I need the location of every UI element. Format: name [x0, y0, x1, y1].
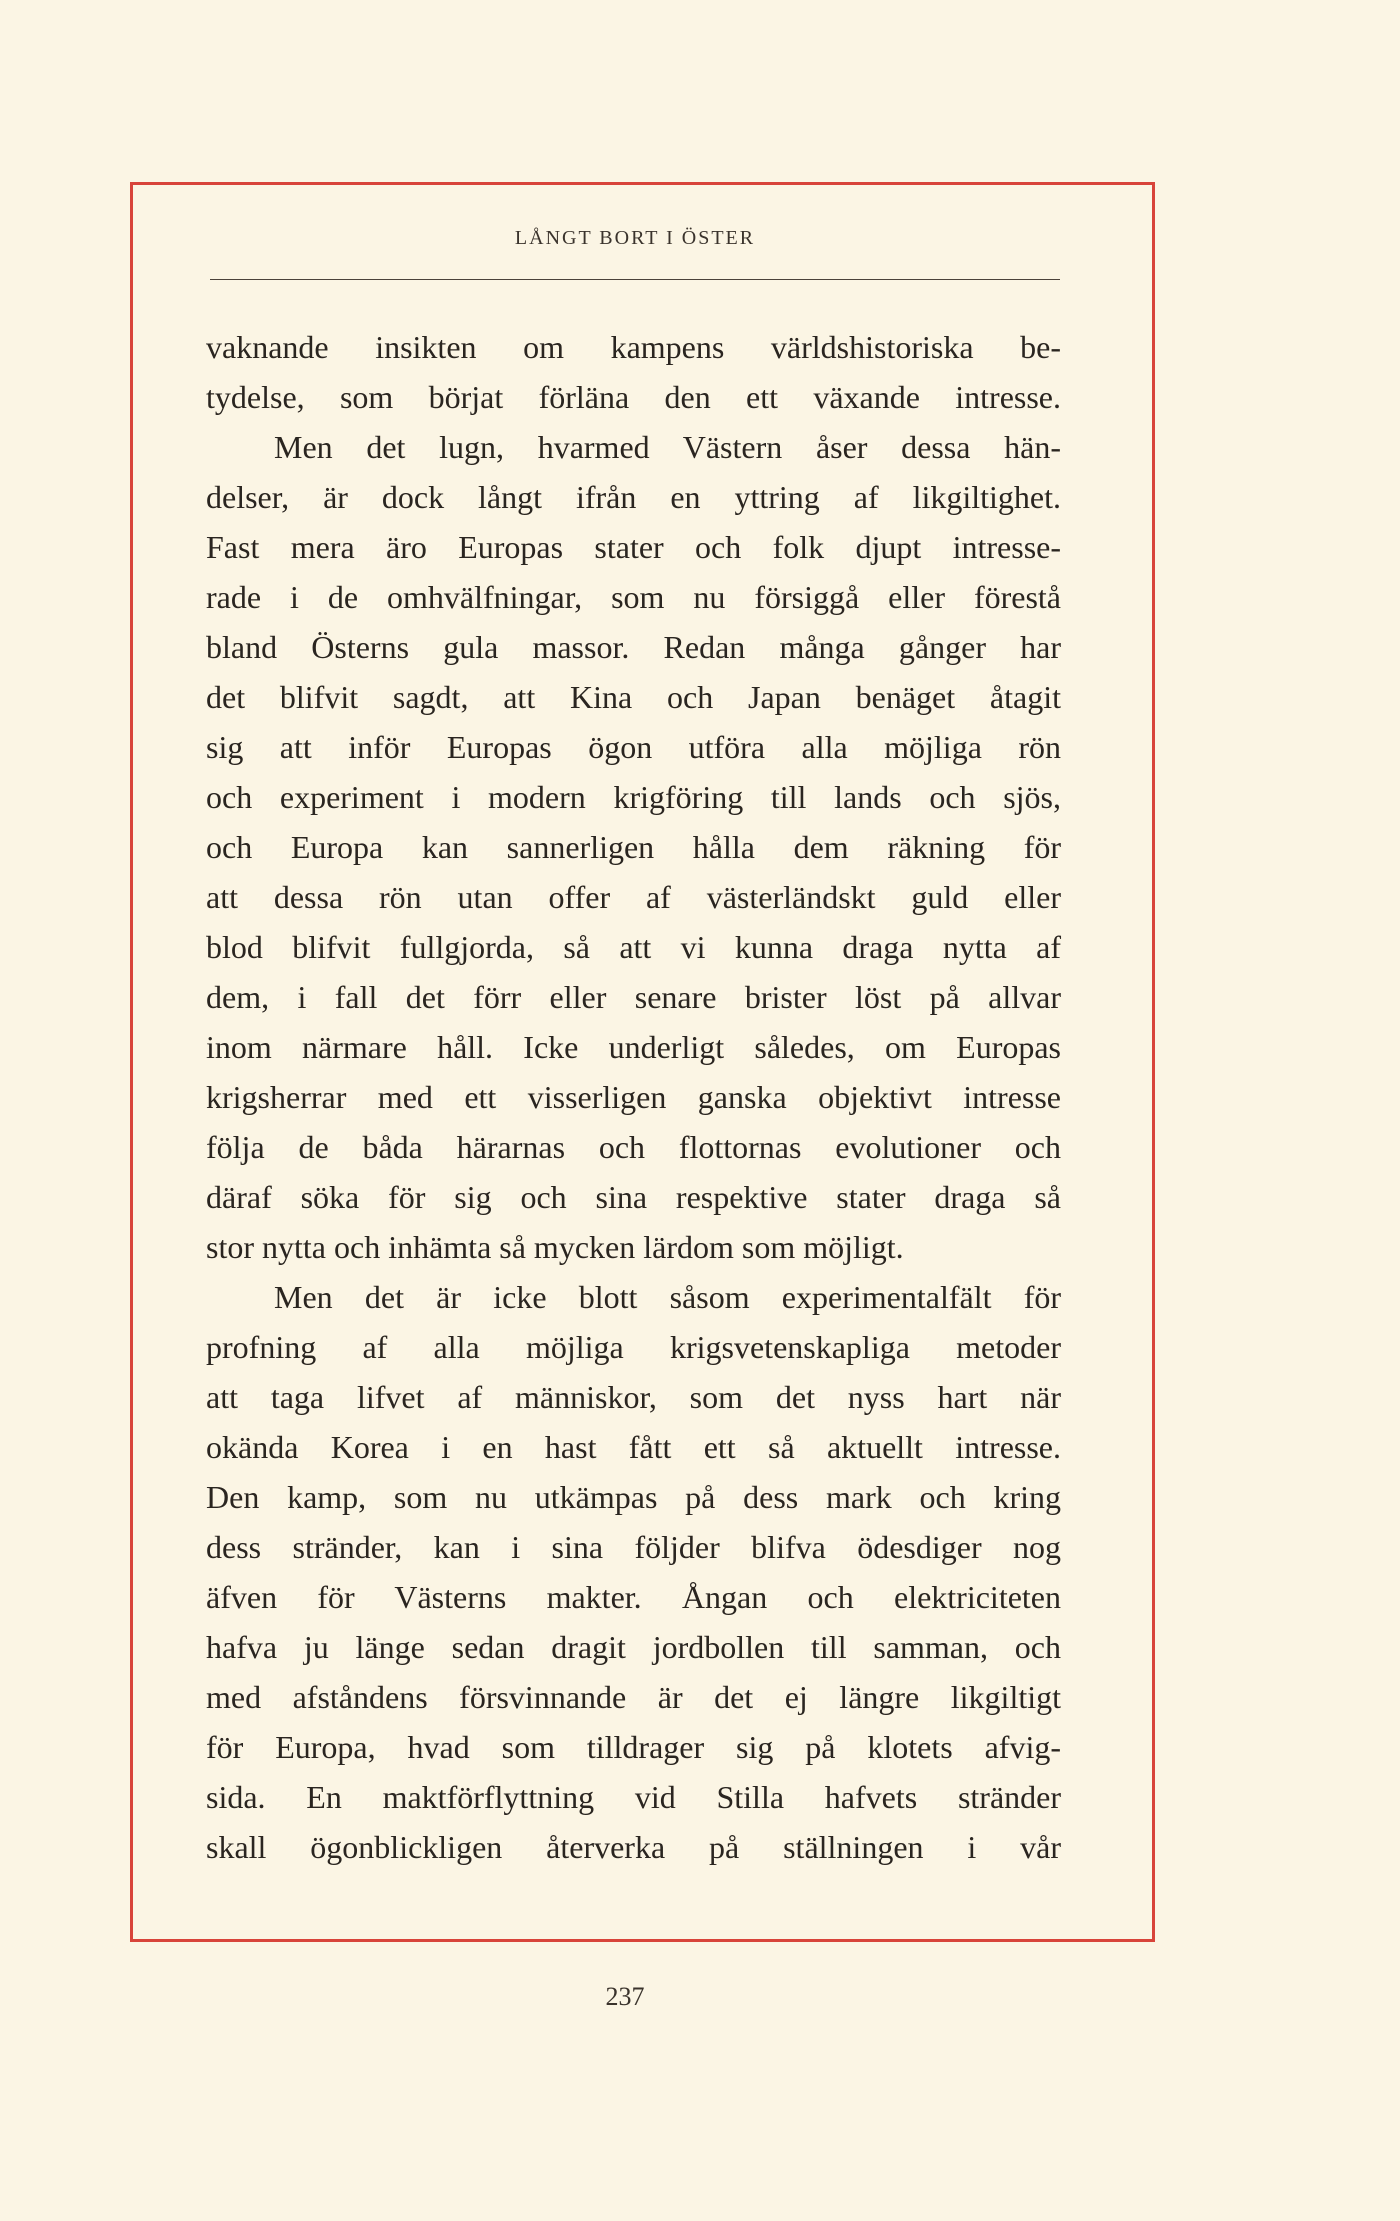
text-line: tydelse, som börjat förläna den ett växande intresse. — [206, 379, 1061, 415]
text-line: stor nytta och inhämta så mycken lärdom som möjligt. — [206, 1229, 904, 1265]
text-line: skall ögonblickligen återverka på ställningen i vår — [206, 1829, 1061, 1865]
running-head: LÅNGT BORT I ÖSTER — [514, 227, 756, 249]
text-line: Den kamp, som nu utkämpas på dess mark och kring — [206, 1479, 1061, 1515]
text-line: det blifvit sagdt, att Kina och Japan benäget åtagit — [206, 679, 1061, 715]
text-line: Fast mera äro Europas stater och folk djupt intresse- — [206, 529, 1061, 565]
text-line: dem, i fall det förr eller senare brister löst på allvar — [206, 979, 1061, 1015]
text-line: dess stränder, kan i sina följder blifva ödesdiger nog — [206, 1529, 1061, 1565]
text-line: hafva ju länge sedan dragit jordbollen till samman, och — [206, 1629, 1061, 1665]
text-line: Men det är icke blott såsom experimentalfält för — [274, 1279, 1061, 1315]
page-number: 237 — [605, 1982, 645, 2011]
text-line: delser, är dock långt ifrån en yttring af likgiltighet. — [206, 479, 1061, 515]
text-line: att taga lifvet af människor, som det nyss hart när — [206, 1379, 1061, 1415]
text-line: och experiment i modern krigföring till lands och sjös, — [206, 779, 1061, 815]
text-line: vaknande insikten om kampens världshistoriska be- — [206, 329, 1061, 365]
text-line: blod blifvit fullgjorda, så att vi kunna draga nytta af — [206, 929, 1061, 965]
text-line: däraf söka för sig och sina respektive stater draga så — [206, 1179, 1061, 1215]
text-line: krigsherrar med ett visserligen ganska objektivt intresse — [206, 1079, 1061, 1115]
text-line: rade i de omhvälfningar, som nu försiggå eller förestå — [206, 579, 1061, 615]
text-line: sig att inför Europas ögon utföra alla möjliga rön — [206, 729, 1061, 765]
text-line: okända Korea i en hast fått ett så aktuellt intresse. — [206, 1429, 1061, 1465]
body-text — [206, 322, 1061, 1872]
text-line: med afståndens försvinnande är det ej längre likgiltigt — [206, 1679, 1061, 1715]
text-line: och Europa kan sannerligen hålla dem räkning för — [206, 829, 1061, 865]
text-line: för Europa, hvad som tilldrager sig på klotets afvig- — [206, 1729, 1061, 1765]
header-rule — [210, 279, 1060, 280]
text-line: Men det lugn, hvarmed Västern åser dessa hän- — [274, 429, 1061, 465]
text-line: följa de båda härarnas och flottornas evolutioner och — [206, 1129, 1061, 1165]
text-line: inom närmare håll. Icke underligt således, om Europas — [206, 1029, 1061, 1065]
text-line: att dessa rön utan offer af västerländskt guld eller — [206, 879, 1061, 915]
text-line: profning af alla möjliga krigsvetenskapliga metoder — [206, 1329, 1061, 1365]
text-line: äfven för Västerns makter. Ångan och elektriciteten — [206, 1579, 1061, 1615]
text-line: sida. En maktförflyttning vid Stilla hafvets stränder — [206, 1779, 1061, 1815]
text-line: bland Österns gula massor. Redan många gånger har — [206, 629, 1061, 665]
